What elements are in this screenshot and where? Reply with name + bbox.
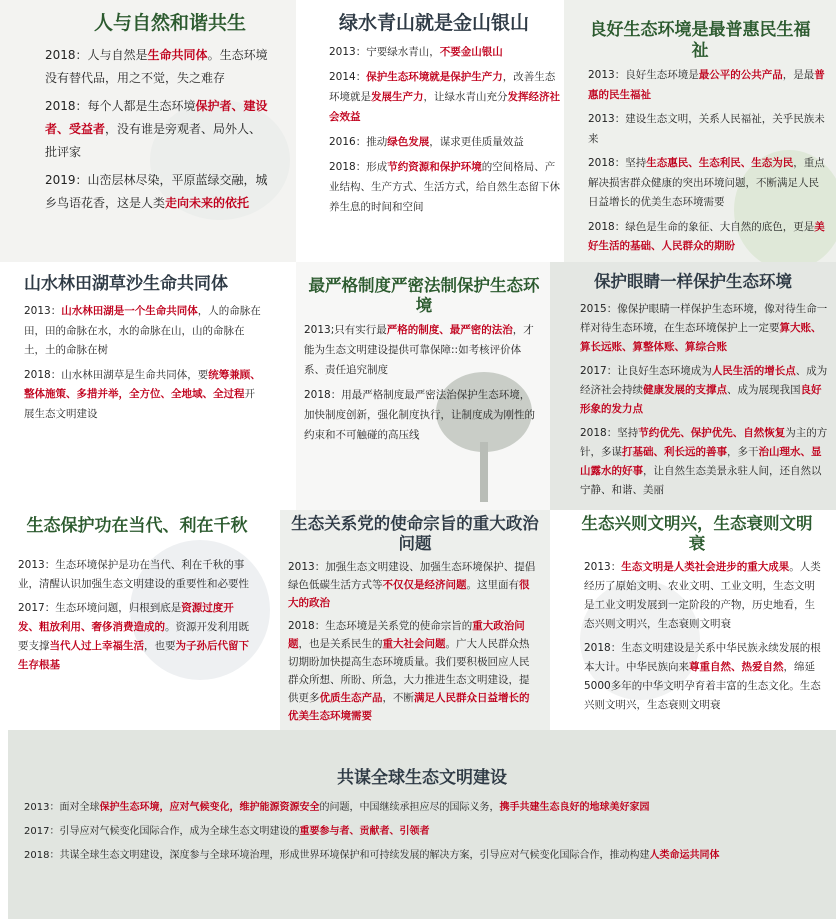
highlight-text: 重大社会问题 (382, 638, 446, 650)
statement-text: ，让绿水青山充分 (423, 91, 508, 103)
statement-text: 2013：加强生态文明建设、加强生态环境保护、提倡绿色低碳生活方式等 (288, 561, 536, 591)
statement-paragraph (588, 110, 828, 149)
panel-body (304, 320, 538, 450)
panel-protect-like-eyes (550, 262, 836, 510)
statement-paragraph (329, 157, 561, 217)
tree-trunk (480, 442, 488, 502)
panel-body (588, 66, 828, 262)
panel-body (18, 556, 254, 680)
panel-harmony (0, 0, 296, 262)
statement-text: ，绵延5000多年的中华文明孕育着丰富的生态文化。生态兴则文明兴，生态衰则文明衰 (584, 661, 821, 711)
highlight-text: 满足人民群众日益增长的优美生态环境需要 (288, 692, 530, 722)
statement-paragraph (45, 44, 273, 90)
statement-text: 。人类经历了原始文明、农业文明、工业文明，生态文明是工业文明发展到一定阶段的产物，历史地看，生态兴则文明兴，生态衰则文明衰 (584, 561, 821, 630)
panel-contemporary-benefit (0, 510, 280, 730)
statement-paragraph (24, 846, 824, 865)
statement-text: 2013：生态环境保护是功在当代、利在千秋的事业，清醒认识加强生态文明建设的重要性和必要性 (18, 559, 249, 590)
panel-body (45, 44, 273, 220)
statement-text: 开展生态文明建设 (24, 388, 255, 420)
panel-title: 生态关系党的使命宗旨的重大政治问题 (291, 514, 539, 554)
panel-title: 共谋全球生态文明建设 (337, 768, 507, 788)
highlight-text: 优质生态产品 (319, 692, 383, 704)
statement-text: 、成为展现我国 (727, 384, 801, 396)
statement-text: 2018：绿色是生命的象征、大自然的底色，更是 (588, 220, 815, 233)
highlight-text: 为子孙后代留下生存根基 (18, 640, 249, 671)
statement-paragraph (24, 798, 824, 817)
highlight-text: 人民生活的增长点 (711, 365, 796, 377)
statement-text: ，改善生态环境就是 (329, 71, 556, 103)
highlight-text: 生态惠民、生态利民、生态为民 (646, 157, 794, 169)
panel-global (8, 730, 836, 919)
highlight-text: 保护者、建设者、受益者 (45, 99, 268, 136)
panel-body (580, 300, 830, 505)
statement-text: 。广大人民群众热切期盼加快提高生态环境质量。我们要积极回应人民群众所想、所盼、所急，大力推进生态文明建设，提供更多 (288, 638, 530, 704)
statement-text: ，是最 (782, 69, 815, 81)
statement-text: ，才能为生态文明建设提供可靠保障::如考核评价体系、责任追究制度 (304, 324, 534, 376)
highlight-text: 算大账、算长远账、算整体账、算综合账 (580, 322, 822, 353)
statement-text: 2013：面对全球 (24, 802, 100, 813)
highlight-text: 严格的制度、最严密的法治 (386, 324, 513, 336)
statement-paragraph (24, 302, 264, 361)
panel-title: 生态兴则文明兴，生态衰则文明衰 (581, 514, 813, 554)
statement-paragraph (18, 599, 254, 675)
statement-text: 2018：生态文明建设是关系中华民族永续发展的根本大计。中华民族向来 (584, 642, 821, 673)
panel-body (24, 302, 264, 429)
highlight-text: 生命共同体 (147, 48, 208, 62)
statement-paragraph (329, 42, 561, 62)
statement-text: 2018：共谋全球生态文明建设，深度参与全球环境治理，形成世界环境保护和可持续发展的解决方案，引导应对气候变化国际合作，推动构建 (24, 850, 650, 861)
highlight-text: 重要参与者、贡献者、引领者 (299, 826, 430, 837)
statement-paragraph (588, 154, 828, 213)
highlight-text: 尊重自然、热爱自然 (689, 661, 784, 673)
panel-green-mountains (296, 0, 564, 262)
statement-text: 。资源开发利用既要支撑 (18, 621, 249, 652)
statement-text: 2013： (584, 561, 622, 573)
panel-body (288, 558, 538, 730)
statement-text: 2013：宁要绿水青山， (329, 46, 440, 58)
statement-text: ，多干 (727, 446, 759, 458)
panel-political-issue (280, 510, 550, 730)
highlight-text: 当代人过上幸福生活 (49, 640, 144, 652)
highlight-text: 绿色发展 (387, 136, 430, 148)
panel-life-community (0, 262, 296, 510)
statement-text: ，也是关系民生的 (298, 638, 383, 650)
statement-paragraph (288, 558, 538, 612)
statement-text: ，重点解决损害群众健康的突出环境问题，不断满足人民日益增长的优美生态环境需要 (588, 157, 825, 208)
highlight-text: 发展生产力 (371, 91, 424, 103)
statement-text: 2014： (329, 71, 367, 83)
statement-paragraph (304, 385, 538, 445)
statement-text: ，让自然生态美景永驻人间，还自然以宁静、和谐、美丽 (580, 465, 822, 496)
statement-text: 2018：生态环境是关系党的使命宗旨的 (288, 620, 473, 632)
statement-text: 2013： (24, 305, 62, 317)
highlight-text: 良好形象的发力点 (580, 384, 822, 415)
statement-text: 2018：坚持 (588, 157, 647, 169)
statement-paragraph (304, 320, 538, 380)
panel-title: 山水林田湖草沙生命共同体 (24, 274, 228, 294)
panel-title: 保护眼睛一样保护生态环境 (594, 272, 792, 291)
statement-text: 。这里面有 (466, 579, 519, 591)
highlight-text: 保护生态环境就是保护生产力 (366, 71, 503, 83)
panel-strict-system (296, 262, 550, 510)
statement-paragraph (580, 362, 830, 419)
statement-text: 2018：坚持 (580, 427, 639, 439)
statement-text: 2017：引导应对气候变化国际合作，成为全球生态文明建设的 (24, 826, 300, 837)
statement-text: ，人的命脉在田，田的命脉在水，水的命脉在山，山的命脉在土，土的命脉在树 (24, 305, 261, 356)
statement-text: 2017：生态环境问题，归根到底是 (18, 602, 182, 614)
panel-body (24, 798, 824, 870)
statement-text: 2018：山水林田湖草是生命共同体，要 (24, 368, 209, 381)
highlight-text: 健康发展的支撑点 (643, 384, 727, 396)
highlight-text: 山水林田湖是一个生命共同体 (61, 305, 198, 317)
statement-text: 的空间格局、产业结构、生产方式、生活方式，给自然生态留下休养生息的时间和空间 (329, 161, 560, 213)
highlight-text: 携手共建生态良好的地球美好家园 (499, 802, 650, 813)
statement-paragraph (588, 218, 828, 257)
highlight-text: 重大政治问题 (288, 620, 525, 650)
statement-text: 2017：让良好生态环境成为 (580, 365, 712, 377)
statement-paragraph (24, 366, 264, 425)
statement-text: ，不断 (382, 692, 414, 704)
statement-text: 2013：良好生态环境是 (588, 69, 699, 81)
statement-text: 为主的方针，多谋 (580, 427, 828, 458)
panel-title: 生态保护功在当代、利在千秋 (26, 516, 248, 536)
statement-text: 2016：推动 (329, 136, 388, 148)
highlight-text: 节约资源和保护环境 (387, 161, 482, 173)
highlight-text: 最公平的公共产品 (698, 69, 783, 81)
statement-text: ，也要 (144, 640, 176, 652)
statement-text: 2018：每个人都是生态环境 (45, 99, 196, 113)
statement-paragraph (45, 169, 273, 215)
highlight-text: 发挥经济社会效益 (329, 91, 560, 123)
statement-paragraph (24, 822, 824, 841)
statement-text: ，谋求更佳质量效益 (429, 136, 524, 148)
highlight-text: 普惠的民生福祉 (588, 69, 825, 101)
panel-title: 最严格制度严密法制保护生态环境 (308, 276, 540, 316)
highlight-text: 保护生态环境，应对气候变化，维护能源资源安全 (99, 802, 320, 813)
highlight-text: 很大的政治 (288, 579, 530, 609)
panel-wellbeing (564, 0, 836, 272)
statement-text: 2018：人与自然是 (45, 48, 148, 62)
panel-title: 人与自然和谐共生 (93, 12, 246, 34)
statement-text: 2013：建设生态文明，关系人民福祉，关乎民族未来 (588, 113, 825, 145)
statement-text: ，没有谁是旁观者、局外人、批评家 (45, 122, 262, 159)
statement-text: 2015：像保护眼睛一样保护生态环境，像对待生命一样对待生态环境，在生态环境保护上一定要 (580, 303, 828, 334)
statement-text: 。生态环境没有替代品，用之不觉，失之难存 (45, 48, 268, 85)
statement-paragraph (288, 617, 538, 725)
statement-paragraph (580, 424, 830, 500)
statement-paragraph (588, 66, 828, 105)
panel-civilization (550, 510, 836, 730)
highlight-text: 生态文明是人类社会进步的重大成果 (621, 561, 790, 573)
statement-text: 的问题，中国继续承担应尽的国际义务， (319, 802, 500, 813)
statement-text: 2018：用最严格制度最严密法治保护生态环境，加快制度创新，强化制度执行，让制度成为刚性的约束和不可触碰的高压线 (304, 389, 535, 441)
highlight-text: 打基础、利长远的善事 (622, 446, 727, 458)
highlight-text: 统筹兼顾、整体施策、多措并举，全方位、全地域、全过程 (24, 368, 261, 400)
panel-body (329, 42, 561, 222)
statement-text: 2013;只有实行最 (304, 324, 387, 336)
panel-title: 良好生态环境是最普惠民生福祉 (589, 20, 811, 61)
panel-body (584, 558, 824, 720)
statement-text: 、成为经济社会持续 (580, 365, 828, 396)
statement-paragraph (329, 132, 561, 152)
statement-paragraph (580, 300, 830, 357)
statement-paragraph (584, 558, 824, 634)
statement-text: 2018：形成 (329, 161, 388, 173)
highlight-text: 节约优先、保护优先、自然恢复 (638, 427, 786, 439)
highlight-text: 资源过度开发、粗放利用、奢侈消费造成的 (18, 602, 234, 633)
panel-title: 绿水青山就是金山银山 (338, 12, 529, 34)
statement-paragraph (45, 95, 273, 164)
highlight-text: 治山理水、显山露水的好事 (580, 446, 822, 477)
highlight-text: 人类命运共同体 (649, 850, 720, 861)
statement-paragraph (584, 639, 824, 715)
statement-text: 2019：山峦层林尽染，平原蓝绿交融，城乡鸟语花香，这是人类 (45, 173, 268, 210)
statement-paragraph (329, 67, 561, 127)
highlight-text: 不要金山银山 (439, 46, 503, 58)
highlight-text: 走向未来的依托 (165, 196, 250, 210)
highlight-text: 不仅仅是经济问题 (382, 579, 467, 591)
statement-paragraph (18, 556, 254, 594)
highlight-text: 美好生活的基础、人民群众的期盼 (588, 220, 825, 252)
